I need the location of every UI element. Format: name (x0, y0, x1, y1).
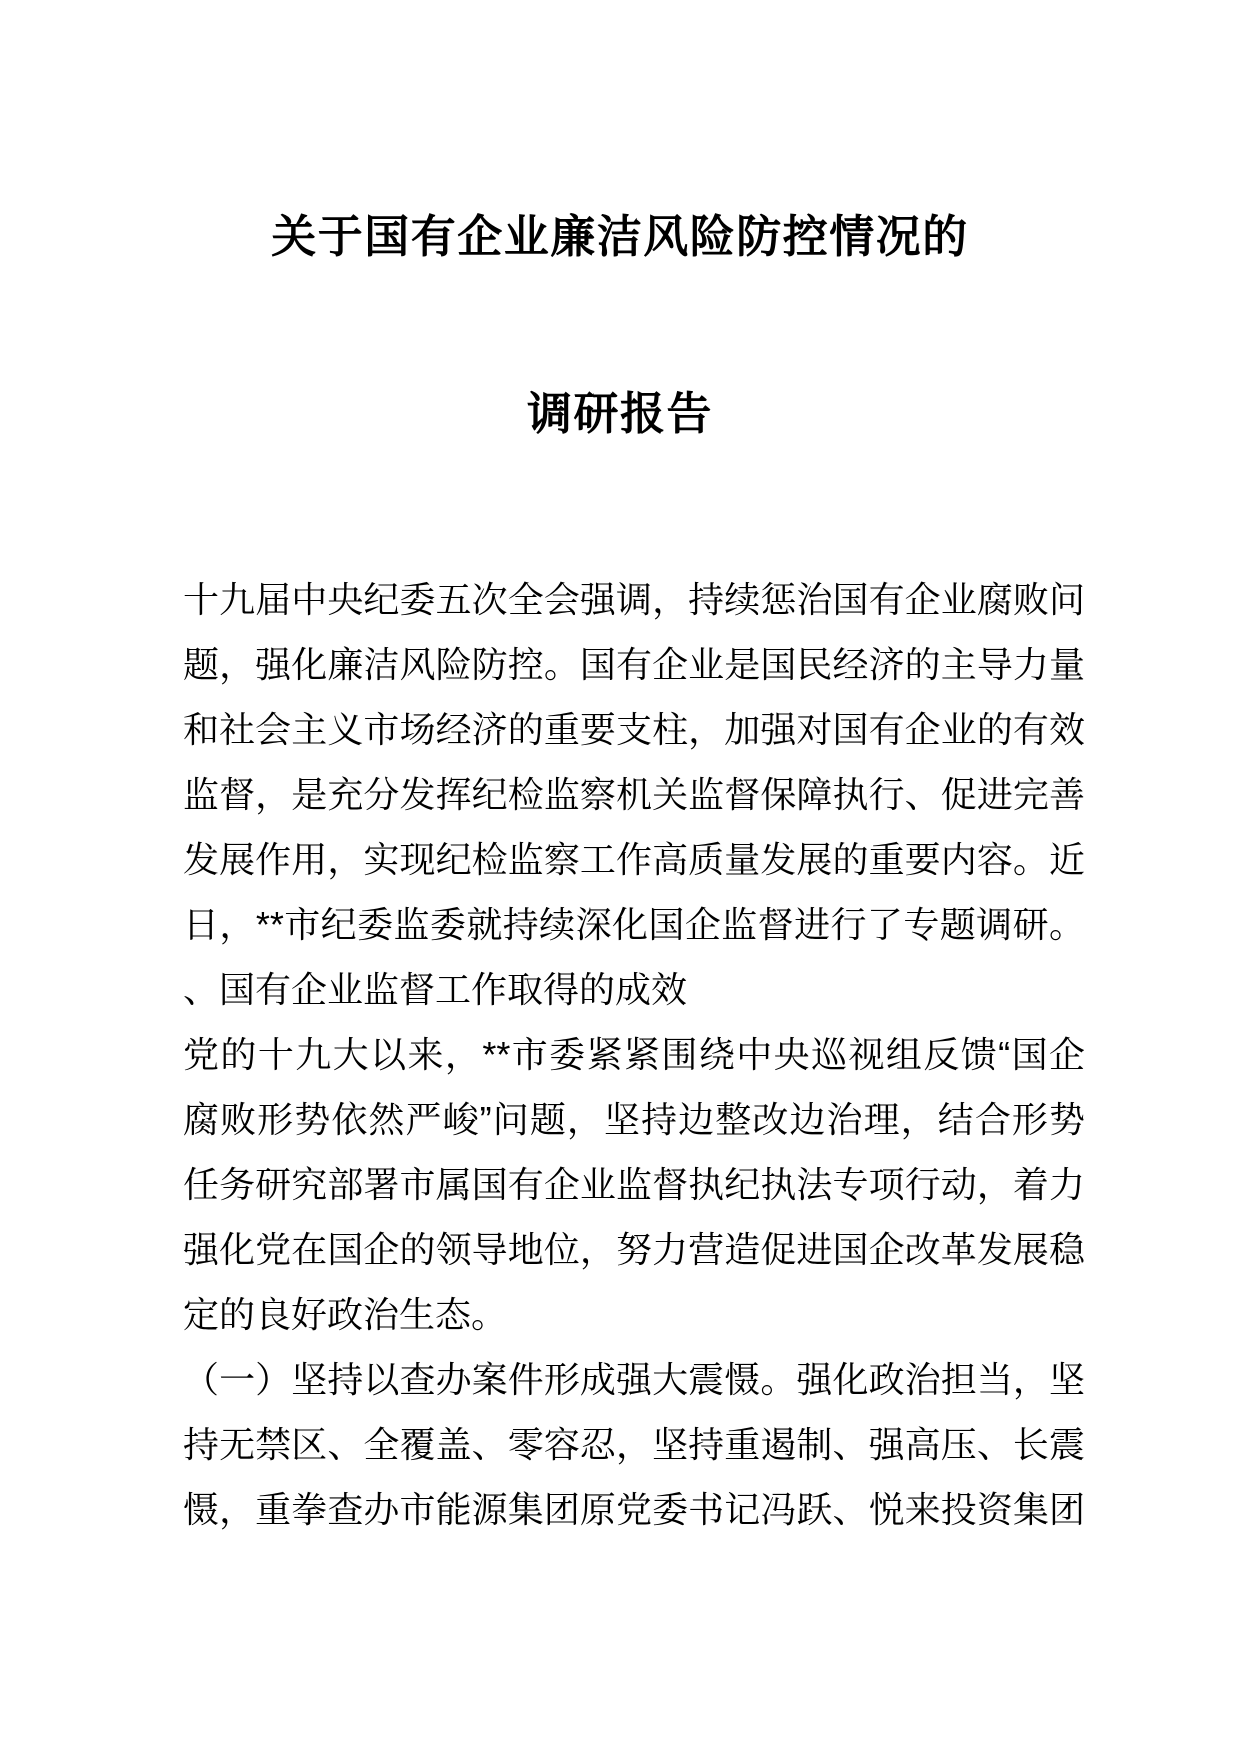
text-line: 持无禁区、全覆盖、零容忍，坚持重遏制、强高压、长震 (183, 1424, 1085, 1465)
document-body (183, 567, 1085, 1542)
document-title-line1: 关于国有企业廉洁风险防控情况的 (271, 211, 969, 262)
text-line: 十九届中央纪委五次全会强调，持续惩治国有企业腐败问 (183, 579, 1085, 620)
text-line: 强化党在国企的领导地位，努力营造促进国企改革发展稳 (183, 1229, 1085, 1270)
text-line: 、国有企业监督工作取得的成效 (183, 969, 688, 1010)
text-line: 日，**市纪委监委就持续深化国企监督进行了专题调研。 (183, 904, 1085, 945)
text-line: 腐败形势依然严峻”问题，坚持边整改边治理，结合形势 (183, 1099, 1085, 1140)
text-line: 慑，重拳查办市能源集团原党委书记冯跃、悦来投资集团 (183, 1489, 1085, 1530)
document-title-line2: 调研报告 (526, 388, 713, 439)
text-line: （一）坚持以查办案件形成强大震慑。强化政治担当，坚 (183, 1359, 1085, 1400)
text-line: 和社会主义市场经济的重要支柱，加强对国有企业的有效 (183, 709, 1085, 750)
text-line: 监督，是充分发挥纪检监察机关监督保障执行、促进完善 (183, 774, 1085, 815)
text-line: 定的良好政治生态。 (183, 1294, 508, 1335)
text-line: 党的十九大以来，**市委紧紧围绕中央巡视组反馈“国企 (183, 1034, 1085, 1075)
text-line: 题，强化廉洁风险防控。国有企业是国民经济的主导力量 (183, 644, 1085, 685)
text-line: 任务研究部署市属国有企业监督执纪执法专项行动，着力 (183, 1164, 1085, 1205)
text-line: 发展作用，实现纪检监察工作高质量发展的重要内容。近 (183, 839, 1085, 880)
